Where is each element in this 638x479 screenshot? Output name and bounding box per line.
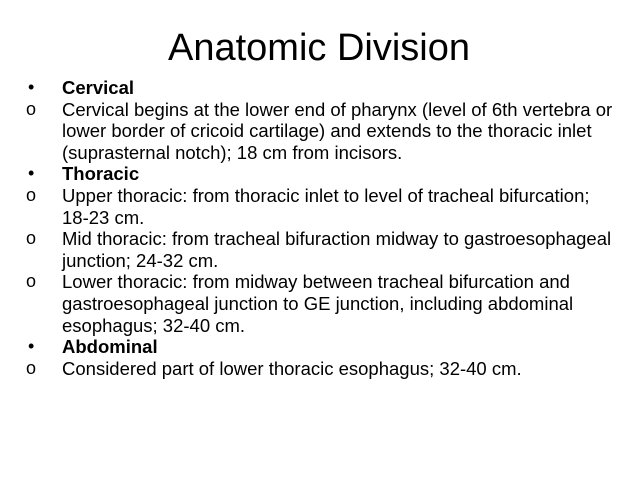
section-heading-text: Abdominal <box>62 336 158 358</box>
sub-bullet-marker: o <box>26 228 37 249</box>
sub-item-text: Considered part of lower thoracic esophagus; 32-40 cm. <box>62 357 522 379</box>
sub-item-cervical <box>26 99 616 164</box>
slide-title: Anatomic Division <box>168 27 470 69</box>
sub-item-text: Cervical begins at the lower end of pharynx (level of 6th vertebra or lower border of cricoid cartilage) and extends to the thoracic inlet (suprasternal notch); 18 cm from incisors. <box>62 98 613 163</box>
bullet-marker: • <box>28 163 35 184</box>
section-heading-cervical <box>26 77 616 99</box>
section-heading-abdominal <box>26 336 616 358</box>
sub-bullet-marker: o <box>26 271 37 292</box>
slide-body <box>26 77 616 379</box>
section-heading-thoracic <box>26 163 616 185</box>
bullet-marker: • <box>28 77 35 97</box>
sub-item-text: Mid thoracic: from tracheal bifuraction midway to gastroesophageal junction; 24-32 cm. <box>62 228 612 271</box>
sub-item-text: Lower thoracic: from midway between tracheal bifurcation and gastroesophageal junction to GE junction, including abdominal esophagus; 32-40 cm. <box>62 271 574 336</box>
section-heading-text: Cervical <box>62 77 134 98</box>
section-heading-text: Thoracic <box>62 163 140 185</box>
sub-bullet-marker: o <box>26 357 37 378</box>
sub-item-text: Upper thoracic: from thoracic inlet to level of tracheal bifurcation; 18-23 cm. <box>62 184 590 228</box>
sub-item-upper-thoracic <box>26 185 616 228</box>
sub-item-abdominal <box>26 358 616 380</box>
bullet-marker: • <box>28 336 35 357</box>
sub-item-mid-thoracic <box>26 228 616 271</box>
sub-item-lower-thoracic <box>26 271 616 336</box>
sub-bullet-marker: o <box>26 184 37 205</box>
sub-bullet-marker: o <box>26 98 37 119</box>
